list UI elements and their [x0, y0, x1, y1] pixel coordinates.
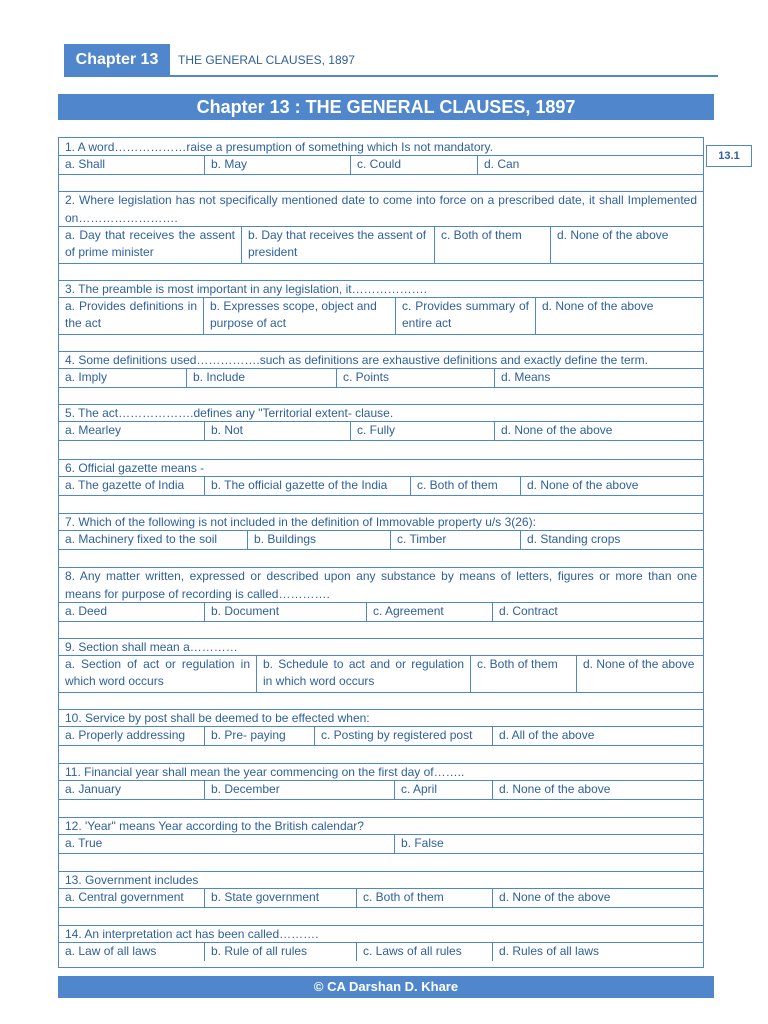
option-b[interactable]: b. Schedule to act and or regulation in which word occurs — [257, 656, 471, 692]
question-3-options — [59, 298, 703, 335]
row-spacer — [59, 799, 703, 818]
row-spacer — [59, 745, 703, 764]
row-spacer — [59, 621, 703, 639]
option-b[interactable]: b. May — [205, 156, 351, 174]
option-c[interactable]: c. Both of them — [435, 227, 551, 263]
question-1-text: 1. A word………………raise a presumption of something which Is not mandatory. — [59, 138, 703, 156]
option-c[interactable]: c. Both of them — [357, 889, 493, 907]
option-d[interactable]: d. None of the above — [501, 423, 613, 437]
option-a[interactable]: a. Section of act or regulation in which word occurs — [59, 656, 257, 692]
option-b[interactable]: b. State government — [205, 889, 357, 907]
row-spacer — [59, 495, 703, 514]
option-b[interactable]: b. Pre- paying — [205, 727, 315, 745]
option-a[interactable]: a. Properly addressing — [59, 727, 205, 745]
question-6-text: 6. Official gazette means - — [59, 459, 703, 477]
option-d[interactable]: d. None of the above — [583, 657, 695, 671]
option-b[interactable]: b. Day that receives the assent of president — [242, 227, 435, 263]
question-4-options — [59, 369, 703, 388]
row-spacer — [59, 853, 703, 872]
option-d[interactable]: d. None of the above — [557, 228, 669, 242]
option-b[interactable]: b. Buildings — [248, 531, 391, 549]
option-a[interactable]: a. Law of all laws — [59, 943, 205, 961]
page-title: Chapter 13 : THE GENERAL CLAUSES, 1897 — [58, 94, 714, 120]
option-b[interactable]: b. Document — [205, 603, 367, 621]
option-c[interactable]: c. Provides summary of entire act — [396, 298, 536, 334]
row-spacer — [59, 174, 703, 192]
option-d[interactable]: d. None of the above — [542, 299, 654, 313]
question-6-options — [59, 477, 703, 496]
row-spacer — [59, 387, 703, 405]
question-10-text: 10. Service by post shall be deemed to be effected when: — [59, 709, 703, 727]
option-a[interactable]: a. Central government — [59, 889, 205, 907]
option-a[interactable]: a. True — [59, 835, 395, 853]
question-14-options — [59, 943, 703, 961]
question-8-text: 8. Any matter written, expressed or described upon any substance by means of letters, figures or more than one means for purpose of recording is called…………. — [59, 567, 703, 603]
question-5-options — [59, 422, 703, 441]
footer-copyright: © CA Darshan D. Khare — [58, 976, 714, 998]
option-c[interactable]: c. Laws of all rules — [357, 943, 493, 961]
option-c[interactable]: c. Points — [337, 369, 495, 387]
option-c[interactable]: c. Timber — [391, 531, 521, 549]
row-spacer — [59, 692, 703, 710]
option-c[interactable]: c. Posting by registered post — [315, 727, 493, 745]
header-divider — [64, 75, 718, 77]
option-d[interactable]: d. Means — [501, 370, 551, 384]
option-b[interactable]: b. Rule of all rules — [205, 943, 357, 961]
question-sheet — [58, 137, 704, 968]
question-3-text: 3. The preamble is most important in any legislation, it………………. — [59, 280, 703, 298]
question-12-text: 12. 'Year" means Year according to the British calendar? — [59, 817, 703, 835]
question-7-options — [59, 531, 703, 550]
question-9-text: 9. Section shall mean a………… — [59, 638, 703, 656]
question-9-options — [59, 656, 703, 693]
chapter-tab: Chapter 13 — [64, 44, 170, 76]
option-c[interactable]: c. April — [395, 781, 493, 799]
option-c[interactable]: c. Both of them — [411, 477, 521, 495]
question-13-options — [59, 889, 703, 908]
option-a[interactable]: a. Day that receives the assent of prime minister — [59, 227, 242, 263]
option-d[interactable]: d. Rules of all laws — [499, 944, 600, 958]
row-spacer — [59, 263, 703, 281]
row-spacer — [59, 334, 703, 352]
option-a[interactable]: a. Shall — [59, 156, 205, 174]
option-a[interactable]: a. Mearley — [59, 422, 205, 440]
option-a[interactable]: a. January — [59, 781, 205, 799]
option-b[interactable]: b. Not — [205, 422, 351, 440]
option-b[interactable]: b. False — [401, 836, 444, 850]
question-2-options — [59, 227, 703, 264]
option-c[interactable]: c. Fully — [351, 422, 495, 440]
option-a[interactable]: a. The gazette of India — [59, 477, 205, 495]
question-11-text: 11. Financial year shall mean the year commencing on the first day of…….. — [59, 763, 703, 781]
option-c[interactable]: c. Agreement — [367, 603, 493, 621]
question-2-text: 2. Where legislation has not specifically mentioned date to come into force on a prescribed date, it shall Implemented on……………………. — [59, 191, 703, 227]
option-d[interactable]: d. All of the above — [499, 728, 595, 742]
question-12-options — [59, 835, 703, 854]
option-a[interactable]: a. Machinery fixed to the soil — [59, 531, 248, 549]
row-spacer — [59, 440, 703, 460]
question-7-text: 7. Which of the following is not included in the definition of Immovable property u/s 3(26): — [59, 513, 703, 531]
question-10-options — [59, 727, 703, 746]
option-c[interactable]: c. Could — [351, 156, 478, 174]
row-spacer — [59, 549, 703, 568]
question-1-options — [59, 156, 703, 175]
question-8-options — [59, 603, 703, 622]
option-d[interactable]: d. None of the above — [527, 478, 639, 492]
option-a[interactable]: a. Imply — [59, 369, 187, 387]
chapter-subtitle: THE GENERAL CLAUSES, 1897 — [178, 53, 355, 67]
section-badge: 13.1 — [706, 145, 752, 167]
option-b[interactable]: b. Expresses scope, object and purpose of act — [204, 298, 396, 334]
option-a[interactable]: a. Deed — [59, 603, 205, 621]
option-d[interactable]: d. Can — [484, 157, 520, 171]
option-b[interactable]: b. Include — [187, 369, 337, 387]
question-5-text: 5. The act……………….defines any "Territorial extent- clause. — [59, 404, 703, 422]
option-c[interactable]: c. Both of them — [471, 656, 577, 692]
option-b[interactable]: b. December — [205, 781, 395, 799]
option-d[interactable]: d. None of the above — [499, 782, 611, 796]
question-14-text: 14. An interpretation act has been called………. — [59, 925, 703, 943]
row-spacer — [59, 907, 703, 926]
option-a[interactable]: a. Provides definitions in the act — [59, 298, 204, 334]
option-d[interactable]: d. None of the above — [499, 890, 611, 904]
question-4-text: 4. Some definitions used…………….such as definitions are exhaustive definitions and exactly define the term. — [59, 351, 703, 369]
option-d[interactable]: d. Standing crops — [527, 532, 621, 546]
option-b[interactable]: b. The official gazette of the India — [205, 477, 411, 495]
option-d[interactable]: d. Contract — [499, 604, 558, 618]
question-11-options — [59, 781, 703, 800]
question-13-text: 13. Government includes — [59, 871, 703, 889]
